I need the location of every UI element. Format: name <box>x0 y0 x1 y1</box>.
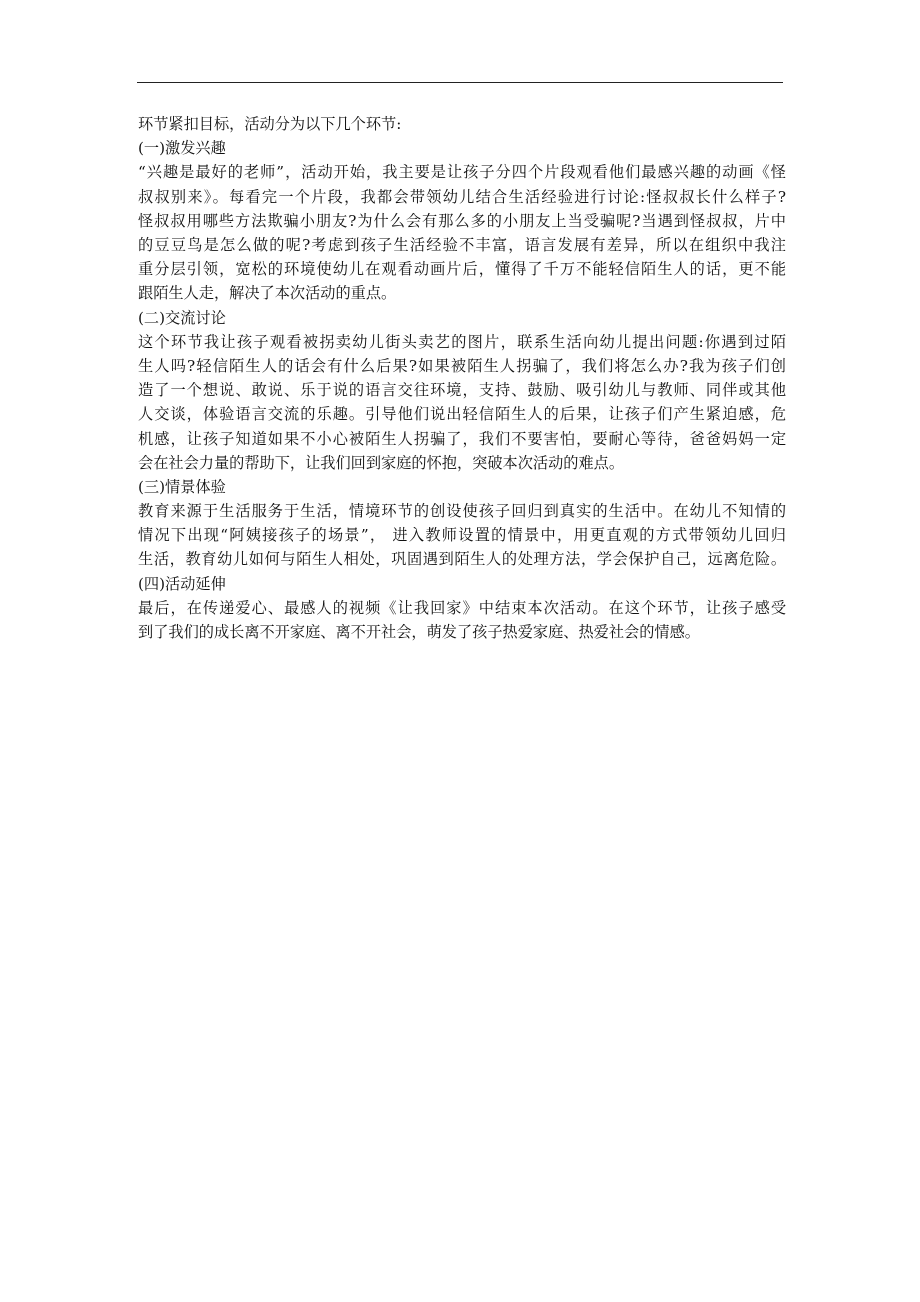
section-heading: (二)交流讨论 <box>138 308 226 327</box>
body-line: 最后，在传递爱心、最感人的视频《让我回家》中结束本次活动。在这个环节，让孩子感受 <box>138 598 786 617</box>
body-line: “兴趣是最好的老师”，活动开始，我主要是让孩子分四个片段观看他们最感兴趣的动画《怪 <box>138 163 786 182</box>
section-heading: (三)情景体验 <box>138 477 226 496</box>
section-heading: (四)活动延伸 <box>138 574 226 593</box>
body-line: 跟陌生人走，解决了本次活动的重点。 <box>138 284 397 303</box>
header-rule <box>137 82 783 83</box>
body-line: 教育来源于生活服务于生活，情境环节的创设使孩子回归到真实的生活中。在幼儿不知情的 <box>138 502 786 521</box>
body-line: 机感，让孩子知道如果不小心被陌生人拐骗了，我们不要害怕，要耐心等待，爸爸妈妈一定 <box>138 429 786 448</box>
body-line: 的豆豆鸟是怎么做的呢?考虑到孩子生活经验不丰富，语言发展有差异，所以在组织中我注 <box>138 235 786 254</box>
body-line: 生人吗?轻信陌生人的话会有什么后果?如果被陌生人拐骗了，我们将怎么办?我为孩子们创 <box>138 356 786 375</box>
body-line: 造了一个想说、敢说、乐于说的语言交往环境，支持、鼓励、吸引幼儿与教师、同伴或其他 <box>138 381 786 400</box>
body-line: 叔叔别来》。每看完一个片段，我都会带领幼儿结合生活经验进行讨论:怪叔叔长什么样子? <box>138 187 786 206</box>
document-body <box>138 112 786 644</box>
section-heading: (一)激发兴趣 <box>138 139 226 158</box>
body-line: 怪叔叔用哪些方法欺骗小朋友?为什么会有那么多的小朋友上当受骗呢?当遇到怪叔叔，片中 <box>138 211 786 230</box>
body-line: 到了我们的成长离不开家庭、离不开社会，萌发了孩子热爱家庭、热爱社会的情感。 <box>138 623 700 642</box>
body-line: 生活，教育幼儿如何与陌生人相处，巩固遇到陌生人的处理方法，学会保护自己，远离危险。 <box>138 550 786 569</box>
body-line: 情况下出现“阿姨接孩子的场景”， 进入教师设置的情景中，用更直观的方式带领幼儿回归 <box>138 526 786 545</box>
body-line: 人交谈，体验语言交流的乐趣。引导他们说出轻信陌生人的后果，让孩子们产生紧迫感，危 <box>138 405 786 424</box>
body-line: 会在社会力量的帮助下，让我们回到家庭的怀抱，突破本次活动的难点。 <box>138 453 624 472</box>
body-line: 这个环节我让孩子观看被拐卖幼儿街头卖艺的图片，联系生活向幼儿提出问题:你遇到过陌 <box>138 332 786 351</box>
body-line: 环节紧扣目标，活动分为以下几个环节: <box>138 115 402 133</box>
body-line: 重分层引领，宽松的环境使幼儿在观看动画片后，懂得了千万不能轻信陌生人的话，更不能 <box>138 260 786 279</box>
